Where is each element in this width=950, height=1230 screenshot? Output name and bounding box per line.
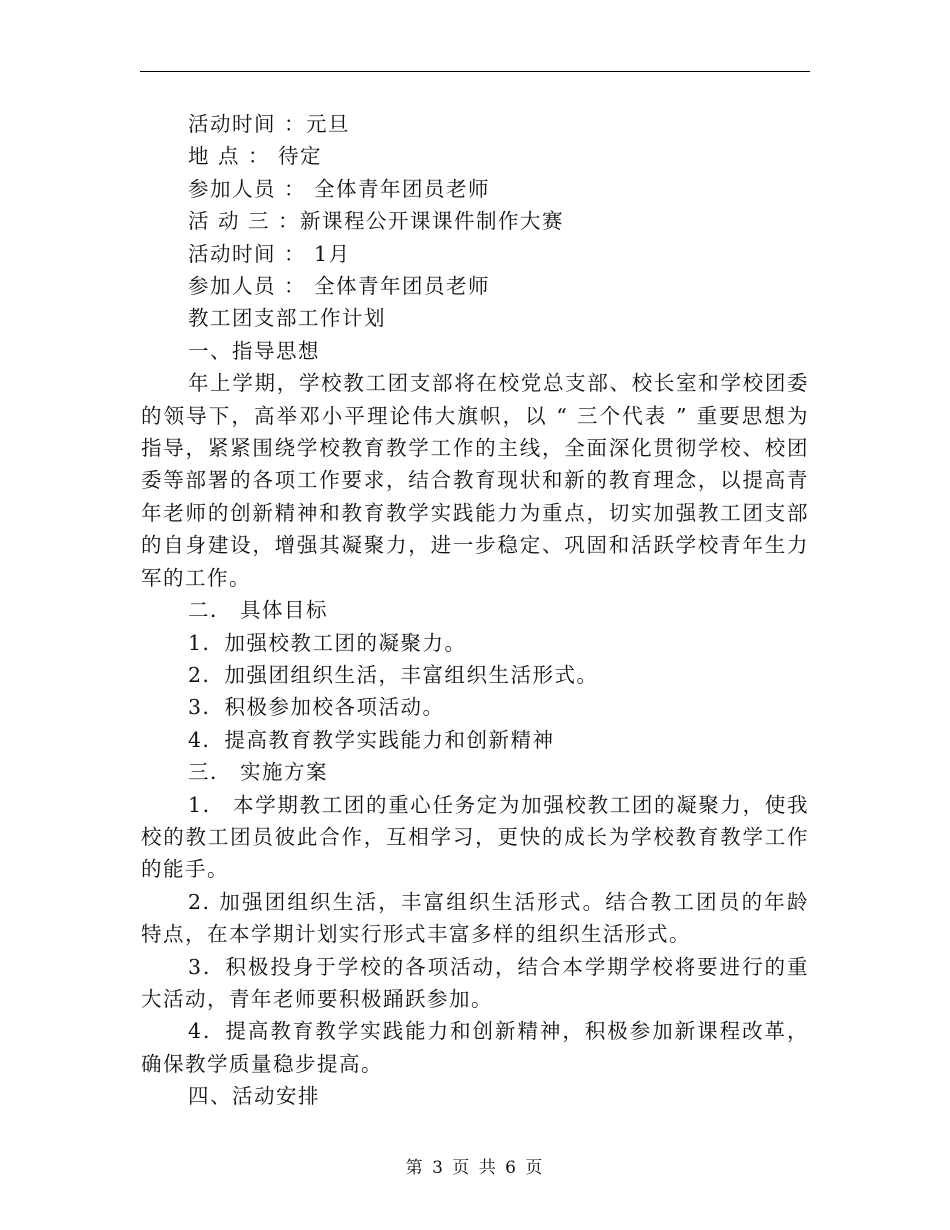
header-rule: [140, 71, 810, 72]
paragraph-participants-1: 参加人员 ： 全体青年团员老师: [188, 176, 491, 201]
heading-guiding-thought: 一、指导思想: [188, 338, 320, 363]
goal-item-3: 3．积极参加校各项活动。: [188, 695, 445, 720]
heading-specific-goals: 二． 具体目标: [188, 598, 329, 623]
plan-item-1: 1． 本学期教工团的重心任务定为加强校教工团的凝聚力，使我校的教工团员彼此合作，互相学习，更快的成长为学校教育教学工作的能手。: [141, 792, 809, 882]
heading-activity-arrangement: 四、活动安排: [188, 1084, 320, 1109]
paragraph-participants-2: 参加人员 ： 全体青年团员老师: [188, 274, 491, 299]
heading-implementation: 三． 实施方案: [188, 760, 329, 785]
paragraph-location: 地 点 ： 待定: [188, 144, 323, 169]
page-number-footer: 第 3 页 共 6 页: [405, 1158, 545, 1178]
paragraph-guiding-thought: 年上学期，学校教工团支部将在校党总支部、校长室和学校团委的领导下，高举邓小平理论伟大旗帜，以 “ 三个代表 ” 重要思想为指导，紧紧围绕学校教育教学工作的主线，全面深化贯彻学校、校团委等部署的各项工作要求，结合教育现状和新的教育理念，以提高青年老师的创新精神和教育教学实践能力为重点，切实加强教工团支部的自身建设，增强其凝聚力，进一步稳定、巩固和活跃学校青年生力军的工作。: [141, 371, 809, 590]
plan-item-4: 4．提高教育教学实践能力和创新精神，积极参加新课程改革，确保教学质量稳步提高。: [141, 1019, 809, 1076]
goal-item-1: 1．加强校教工团的凝聚力。: [188, 630, 467, 655]
document-body: [141, 108, 809, 1113]
section-title: 教工团支部工作计划: [188, 306, 386, 331]
paragraph-activity-time-2: 活动时间 ： 1月: [188, 241, 351, 266]
goal-item-2: 2．加强团组织生活，丰富组织生活形式。: [188, 662, 599, 687]
paragraph-activity-time-1: 活动时间 ：元旦: [188, 112, 351, 136]
goal-item-4: 4．提高教育教学实践能力和创新精神: [188, 727, 555, 752]
paragraph-activity-three: 活 动 三 ：新课程公开课课件制作大赛: [188, 209, 565, 234]
plan-item-2: 2. 加强团组织生活，丰富组织生活形式。结合教工团员的年龄特点，在本学期计划实行形式丰富多样的组织生活形式。: [141, 889, 809, 947]
plan-item-3: 3．积极投身于学校的各项活动，结合本学期学校将要进行的重大活动，青年老师要积极踊跃参加。: [141, 954, 809, 1011]
